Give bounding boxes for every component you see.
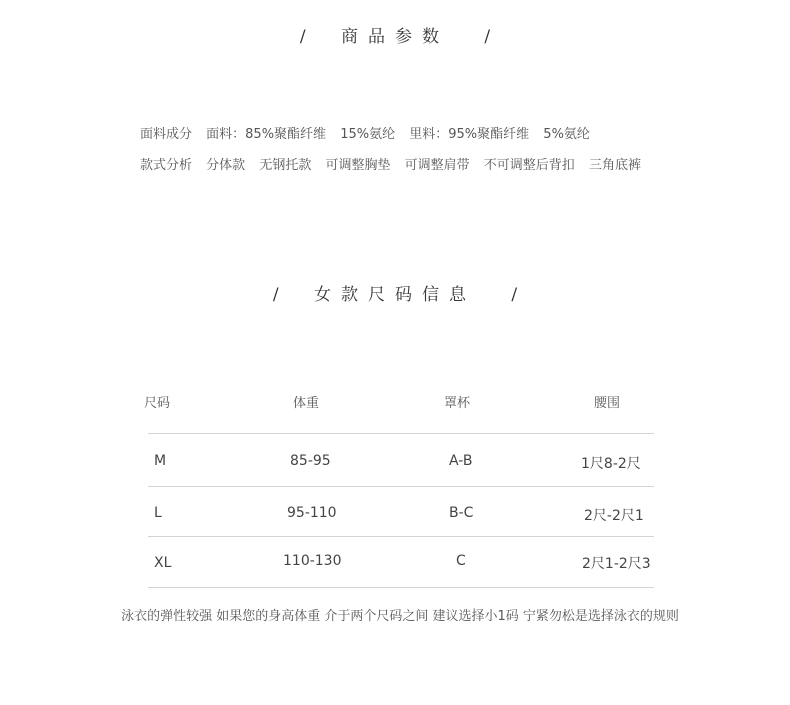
style-item: 不可调整后背扣 <box>483 158 575 173</box>
size-title-text: 女款尺码信息 <box>314 285 476 305</box>
header-waist: 腰围 <box>594 396 621 411</box>
cell-size: L <box>154 505 162 521</box>
fabric-outer: 面料：85%聚酯纤维 <box>206 127 327 142</box>
fabric-label: 面料成分 <box>140 127 193 142</box>
row-divider <box>148 587 654 588</box>
cell-waist: 1尺8-2尺 <box>581 456 641 472</box>
cell-weight: 110-130 <box>283 553 342 569</box>
row-divider <box>148 536 654 537</box>
title-slash-right: / <box>484 27 491 47</box>
header-cup: 罩杯 <box>444 396 471 411</box>
cell-weight: 85-95 <box>290 453 331 469</box>
params-section-title <box>0 22 790 47</box>
style-item: 无钢托款 <box>259 158 312 173</box>
cell-waist: 2尺-2尺1 <box>584 508 644 524</box>
row-divider <box>148 433 654 434</box>
style-label: 款式分析 <box>140 158 193 173</box>
cell-waist: 2尺1-2尺3 <box>582 556 651 572</box>
cell-size: M <box>154 453 167 469</box>
title-slash-left: / <box>299 27 306 47</box>
title-slash-left: / <box>272 285 279 305</box>
cell-cup: A-B <box>449 453 473 469</box>
params-title-text: 商品参数 <box>341 27 449 47</box>
fabric-lining: 里料：95%聚酯纤维 <box>409 127 530 142</box>
row-divider <box>148 486 654 487</box>
size-section-title <box>0 280 790 305</box>
table-row <box>148 433 654 483</box>
cell-size: XL <box>154 555 172 571</box>
header-weight: 体重 <box>293 396 320 411</box>
table-row <box>148 536 654 586</box>
style-item: 可调整肩带 <box>404 158 470 173</box>
style-item: 可调整胸垫 <box>325 158 391 173</box>
fabric-composition-line <box>140 123 600 142</box>
style-item: 分体款 <box>206 158 246 173</box>
fabric-outer-spandex: 15%氨纶 <box>340 127 396 142</box>
style-analysis-line <box>140 154 651 173</box>
table-row <box>148 486 654 536</box>
cell-cup: B-C <box>449 505 474 521</box>
header-size: 尺码 <box>144 396 171 411</box>
title-slash-right: / <box>511 285 518 305</box>
cell-cup: C <box>456 553 466 569</box>
cell-weight: 95-110 <box>287 505 337 521</box>
fabric-lining-spandex: 5%氨纶 <box>543 127 590 142</box>
size-advice-note: 泳衣的弹性较强 如果您的身高体重 介于两个尺码之间 建议选择小1码 宁紧勿松是选择泳衣的规则 <box>121 609 679 624</box>
style-item: 三角底裤 <box>588 158 641 173</box>
table-bottom-border <box>148 587 654 588</box>
